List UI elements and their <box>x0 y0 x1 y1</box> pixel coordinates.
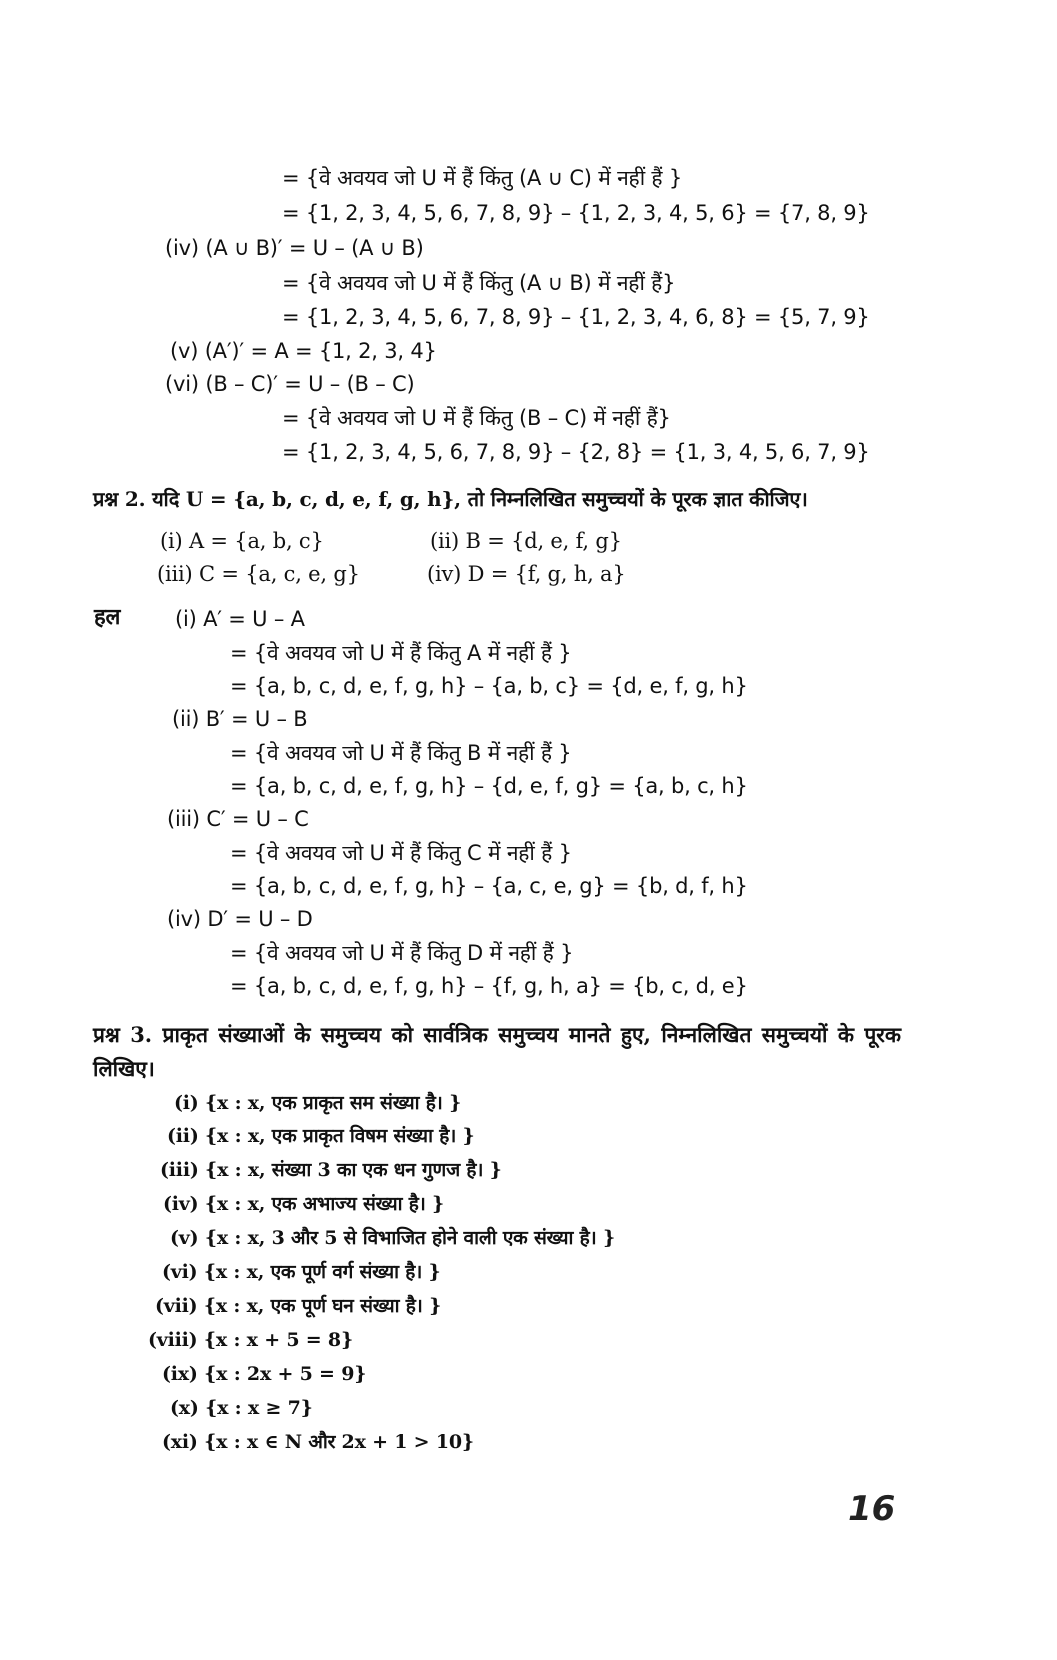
solution-label: हल <box>94 604 121 630</box>
solution-line: = {वे अवयव जो U में हैं किंतु B में नहीं हैं } <box>230 741 572 765</box>
solution-part-heading: (iii) C′ = U – C <box>167 807 309 831</box>
question-3-item: (vi) {x : x, एक पूर्ण वर्ग संख्या है। } <box>162 1261 441 1283</box>
question-3-item: (i) {x : x, एक प्राकृत सम संख्या है। } <box>174 1092 462 1114</box>
solution-line: = {वे अवयव जो U में हैं किंतु (A ∪ B) में नहीं हैं} <box>282 271 676 295</box>
question-2-option: (iv) D = {f, g, h, a} <box>427 562 626 586</box>
solution-part-heading: (ii) B′ = U – B <box>172 707 308 731</box>
question-2-option: (iii) C = {a, c, e, g} <box>157 562 360 586</box>
question-2-option: (ii) B = {d, e, f, g} <box>430 529 622 553</box>
solution-line: = {वे अवयव जो U में हैं किंतु A में नहीं हैं } <box>230 641 572 665</box>
question-3-item: (vii) {x : x, एक पूर्ण घन संख्या है। } <box>155 1295 442 1317</box>
solution-part-heading: (vi) (B – C)′ = U – (B – C) <box>165 372 415 396</box>
question-2: प्रश्न 2. यदि U = {a, b, c, d, e, f, g, h}, तो निम्नलिखित समुच्चयों के पूरक ज्ञात कीजिए। <box>93 487 808 511</box>
page-number: 16 <box>848 1489 896 1529</box>
question-3-item: (x) {x : x ≥ 7} <box>170 1397 313 1419</box>
solution-line: = {1, 2, 3, 4, 5, 6, 7, 8, 9} – {1, 2, 3, 4, 6, 8} = {5, 7, 9} <box>282 305 870 329</box>
solution-line: = {वे अवयव जो U में हैं किंतु C में नहीं हैं } <box>230 841 572 865</box>
question-3-item: (ii) {x : x, एक प्राकृत विषम संख्या है। } <box>167 1125 475 1147</box>
question-3-item: (viii) {x : x + 5 = 8} <box>148 1329 353 1351</box>
solution-line: = {वे अवयव जो U में हैं किंतु (B – C) में नहीं हैं} <box>282 406 671 430</box>
question-3-item: (iv) {x : x, एक अभाज्य संख्या है। } <box>163 1193 445 1215</box>
solution-part-heading: (v) (A′)′ = A = {1, 2, 3, 4} <box>170 339 437 363</box>
solution-line: = {वे अवयव जो U में हैं किंतु (A ∪ C) में नहीं हैं } <box>282 166 682 190</box>
question-3: प्रश्न 3. प्राकृत संख्याओं के समुच्चय को सार्वत्रिक समुच्चय मानते हुए, निम्नलिखित समुच्चयों के पूरक लिखिए। <box>93 1022 901 1081</box>
question-3-item: (iii) {x : x, संख्या 3 का एक धन गुणज है। } <box>160 1159 502 1181</box>
solution-line: = {1, 2, 3, 4, 5, 6, 7, 8, 9} – {2, 8} = {1, 3, 4, 5, 6, 7, 9} <box>282 440 870 464</box>
question-3-item: (ix) {x : 2x + 5 = 9} <box>162 1363 367 1385</box>
solution-part-heading: (i) A′ = U – A <box>175 607 305 631</box>
solution-line: = {1, 2, 3, 4, 5, 6, 7, 8, 9} – {1, 2, 3, 4, 5, 6} = {7, 8, 9} <box>282 201 870 225</box>
solution-line: = {a, b, c, d, e, f, g, h} – {a, b, c} = {d, e, f, g, h} <box>230 674 748 698</box>
solution-line: = {a, b, c, d, e, f, g, h} – {f, g, h, a} = {b, c, d, e} <box>230 974 748 998</box>
question-2-option: (i) A = {a, b, c} <box>160 529 324 553</box>
question-3-item: (xi) {x : x ∈ N और 2x + 1 > 10} <box>162 1431 474 1453</box>
solution-line: = {a, b, c, d, e, f, g, h} – {d, e, f, g} = {a, b, c, h} <box>230 774 748 798</box>
solution-line: = {a, b, c, d, e, f, g, h} – {a, c, e, g} = {b, d, f, h} <box>230 874 748 898</box>
solution-part-heading: (iv) (A ∪ B)′ = U – (A ∪ B) <box>165 236 424 260</box>
solution-line: = {वे अवयव जो U में हैं किंतु D में नहीं हैं } <box>230 941 574 965</box>
question-3-item: (v) {x : x, 3 और 5 से विभाजित होने वाली एक संख्या है। } <box>170 1227 615 1249</box>
solution-part-heading: (iv) D′ = U – D <box>167 907 313 931</box>
